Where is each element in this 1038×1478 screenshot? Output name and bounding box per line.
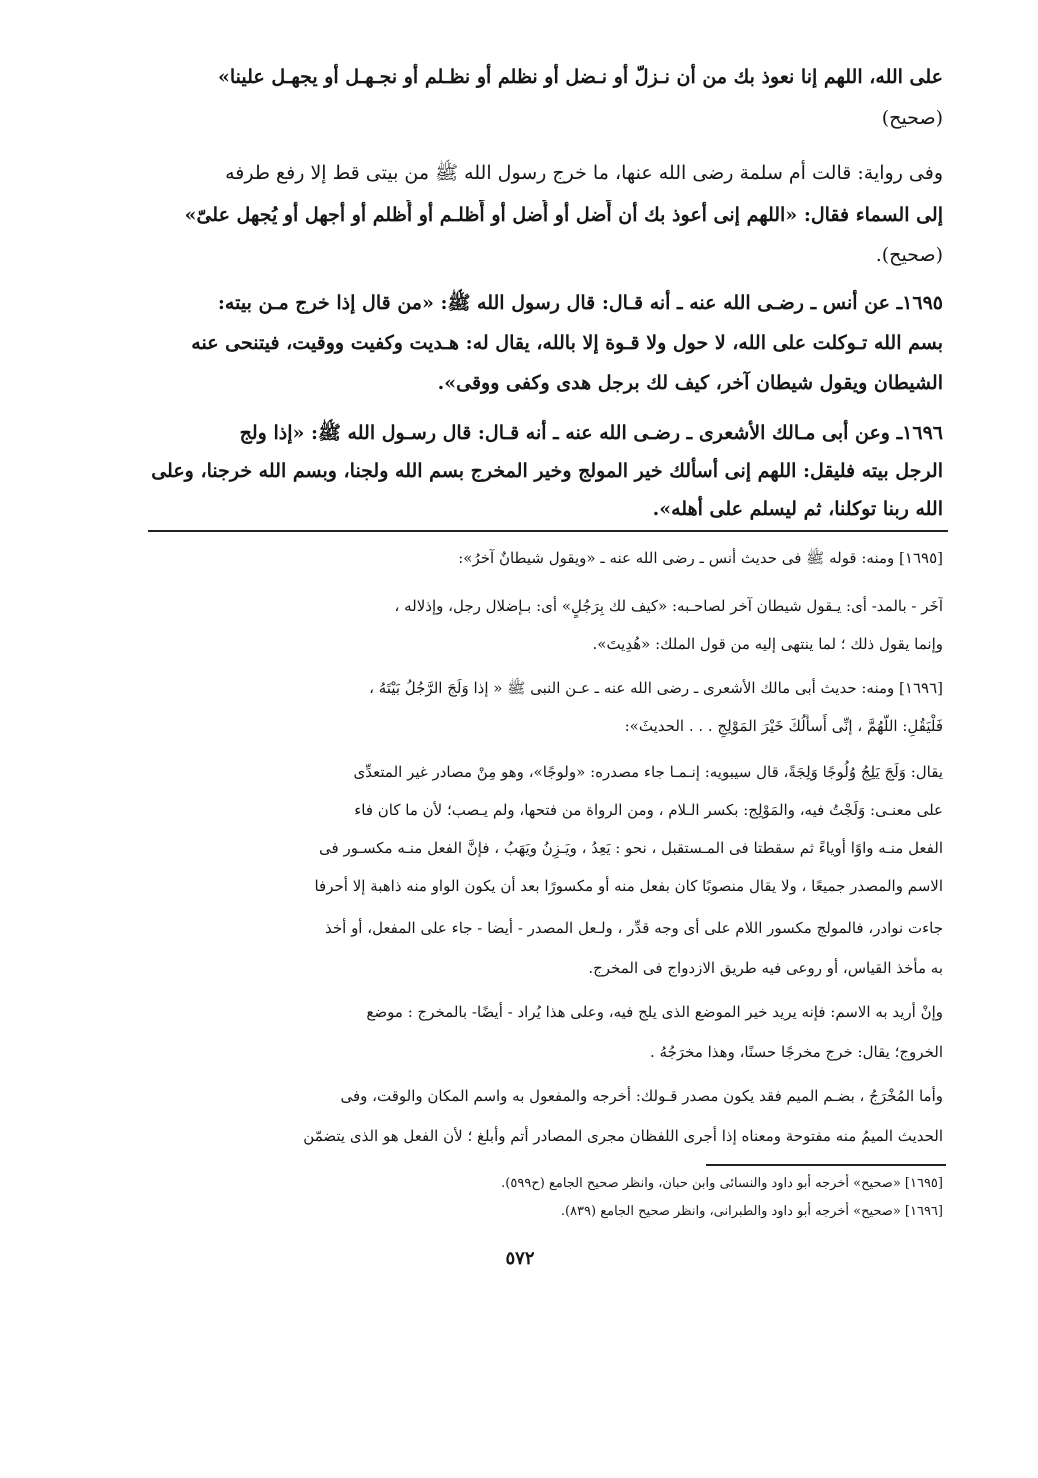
commentary-line-15: الحديث الميمُ منه مفتوحة ومعناه إذا أجرى اللفظان مجرى المصادر أتم وأبلغ ؛ لأن الفعل هو الذى يتضمّن (303, 1127, 943, 1145)
footnote-1695: [١٦٩٥] «صحيح» أخرجه أبو داود والنسائى وابن حبان، وانظر صحيح الجامع (ح٥٩٩). (501, 1176, 943, 1191)
commentary-line-6: يقال: وَلَجَ يَلِجُ وُلُوجًا وَلِجَةً، قال سيبويه: إنـمـا جاء مصدره: «ولوجًا»، وهو مِنْ مصادر غير المتعدِّى (353, 763, 943, 781)
commentary-line-14: وأما المُخْرَجُ ، بضـم الميم فقد يكون مصدر قـولك: أخرجه والمفعول به واسم المكان والوقت، وفى (340, 1087, 943, 1105)
footnote-divider (706, 1164, 946, 1166)
hadith-1695-line-3: الشيطان ويقول شيطان آخر، كيف لك برجل هدى وكفى ووقى». (437, 372, 943, 394)
main-line-5: (صحيح). (875, 244, 943, 266)
main-line-4: إلى السماء فقال: «اللهم إنى أعوذ بك أن أَضل أو أُضل أو أَظلـم أو أُظلم أو أجهل أو يُجهل علىّ» (184, 204, 943, 226)
hadith-1696-line-3: الله ربنا توكلنا، ثم ليسلم على أهله». (652, 498, 943, 520)
hadith-1696-line-1: ١٦٩٦ـ وعن أبى مـالك الأشعرى ـ رضـى الله عنه ـ أنه قـال: قال رسـول الله ﷺ: «إذا ولج (239, 422, 943, 444)
commentary-line-2: آخَر - بالمد- أى: يـقول شيطان آخر لصاحـبه: «كيف لك بِرَجُلٍ» أى: بـإضلال رجل، وإذلاله ، (394, 597, 943, 615)
page-number: ٥٧٢ (505, 1248, 535, 1269)
hadith-1695-line-2: بسم الله تـوكلت على الله، لا حول ولا قـوة إلا بالله، يقال له: هـديت وكفيت ووقيت، فيتنحى عنه (191, 332, 943, 354)
hadith-1696-line-2: الرجل بيته فليقل: اللهم إنى أسألك خير المولج وخير المخرج بسم الله ولجنا، وبسم الله خرجنا، وعلى (151, 460, 943, 482)
commentary-line-8: الفعل منـه واوًا أوياءً ثم سقطتا فى المـستقبل ، نحو : يَعِدُ ، ويَـزِنُ ويَهَبُ ، فإنَّ الفعل منـه مكسـور فى (319, 839, 943, 857)
commentary-line-4: [١٦٩٦] ومنه: حديث أبى مالك الأشعرى ـ رضى الله عنه ـ عـن النبى ﷺ « إذا وَلَجَ الرَّجُلُ بَيْتَهُ ، (369, 679, 943, 697)
main-line-1: على الله، اللهم إنا نعوذ بك من أن نـزلّ أو نـضل أو نظلم أو نظـلم أو نجـهـل أو يجهـل علينا» (217, 66, 943, 88)
commentary-line-5: فَلْيَقُلِ: اللَّهُمَّ ، إنِّى أَسأَلُكَ خَيْرَ المَوْلِجِ . . . الحديثَ»: (624, 717, 943, 735)
commentary-line-7: على معنـى: وَلَجْتُ فيه، والمَوْلِج: بكسر الـلام ، ومن الرواة من فتحها، ولم يـصب؛ لأن ما كان فاء (354, 801, 943, 819)
commentary-line-3: وإنما يقول ذلك ؛ لما ينتهى إليه من قول الملك: «هُدِيتَ». (592, 635, 943, 653)
commentary-line-1: [١٦٩٥] ومنه: قوله ﷺ فى حديث أنس ـ رضى الله عنه ـ «ويقول شيطانٌ آخرُ»: (458, 549, 943, 567)
commentary-line-11: به مأخذ القياس، أو روعى فيه طريق الازدواج فى المخرج. (588, 959, 943, 977)
hadith-1695-line-1: ١٦٩٥ـ عن أنس ـ رضـى الله عنه ـ أنه قـال: قال رسول الله ﷺ: «من قال إذا خرج مـن بيته: (217, 292, 943, 314)
commentary-line-12: وإنْ أريد به الاسم: فإنه يريد خير الموضع الذى يلج فيه، وعلى هذا يُراد - أيضًا- بالمخرج : موضع (366, 1003, 943, 1021)
section-divider (148, 530, 948, 532)
commentary-line-13: الخروج؛ يقال: خرج مخرجًا حسنًا، وهذا مخرَجُهُ . (650, 1043, 943, 1061)
main-line-2: (صحيح) (881, 107, 943, 129)
footnote-1696: [١٦٩٦] «صحيح» أخرجه أبو داود والطبرانى، وانظر صحيح الجامع (٨٣٩). (560, 1204, 943, 1219)
main-line-3: وفى رواية: قالت أم سلمة رضى الله عنها، ما خرج رسول الله ﷺ من بيتى قط إلا رفع طرفه (225, 162, 943, 184)
commentary-line-10: جاءت نوادر، فالمولج مكسور اللام على أى وجه قدِّر ، ولـعل المصدر - أيضا - جاء على المفعل، أو أخذ (324, 919, 943, 937)
commentary-line-9: الاسم والمصدر جميعًا ، ولا يقال منصوبًا كان بفعل منه أو مكسورًا بعد أن يكون الواو منه ذاهبة إلا أحرفا (314, 877, 943, 895)
